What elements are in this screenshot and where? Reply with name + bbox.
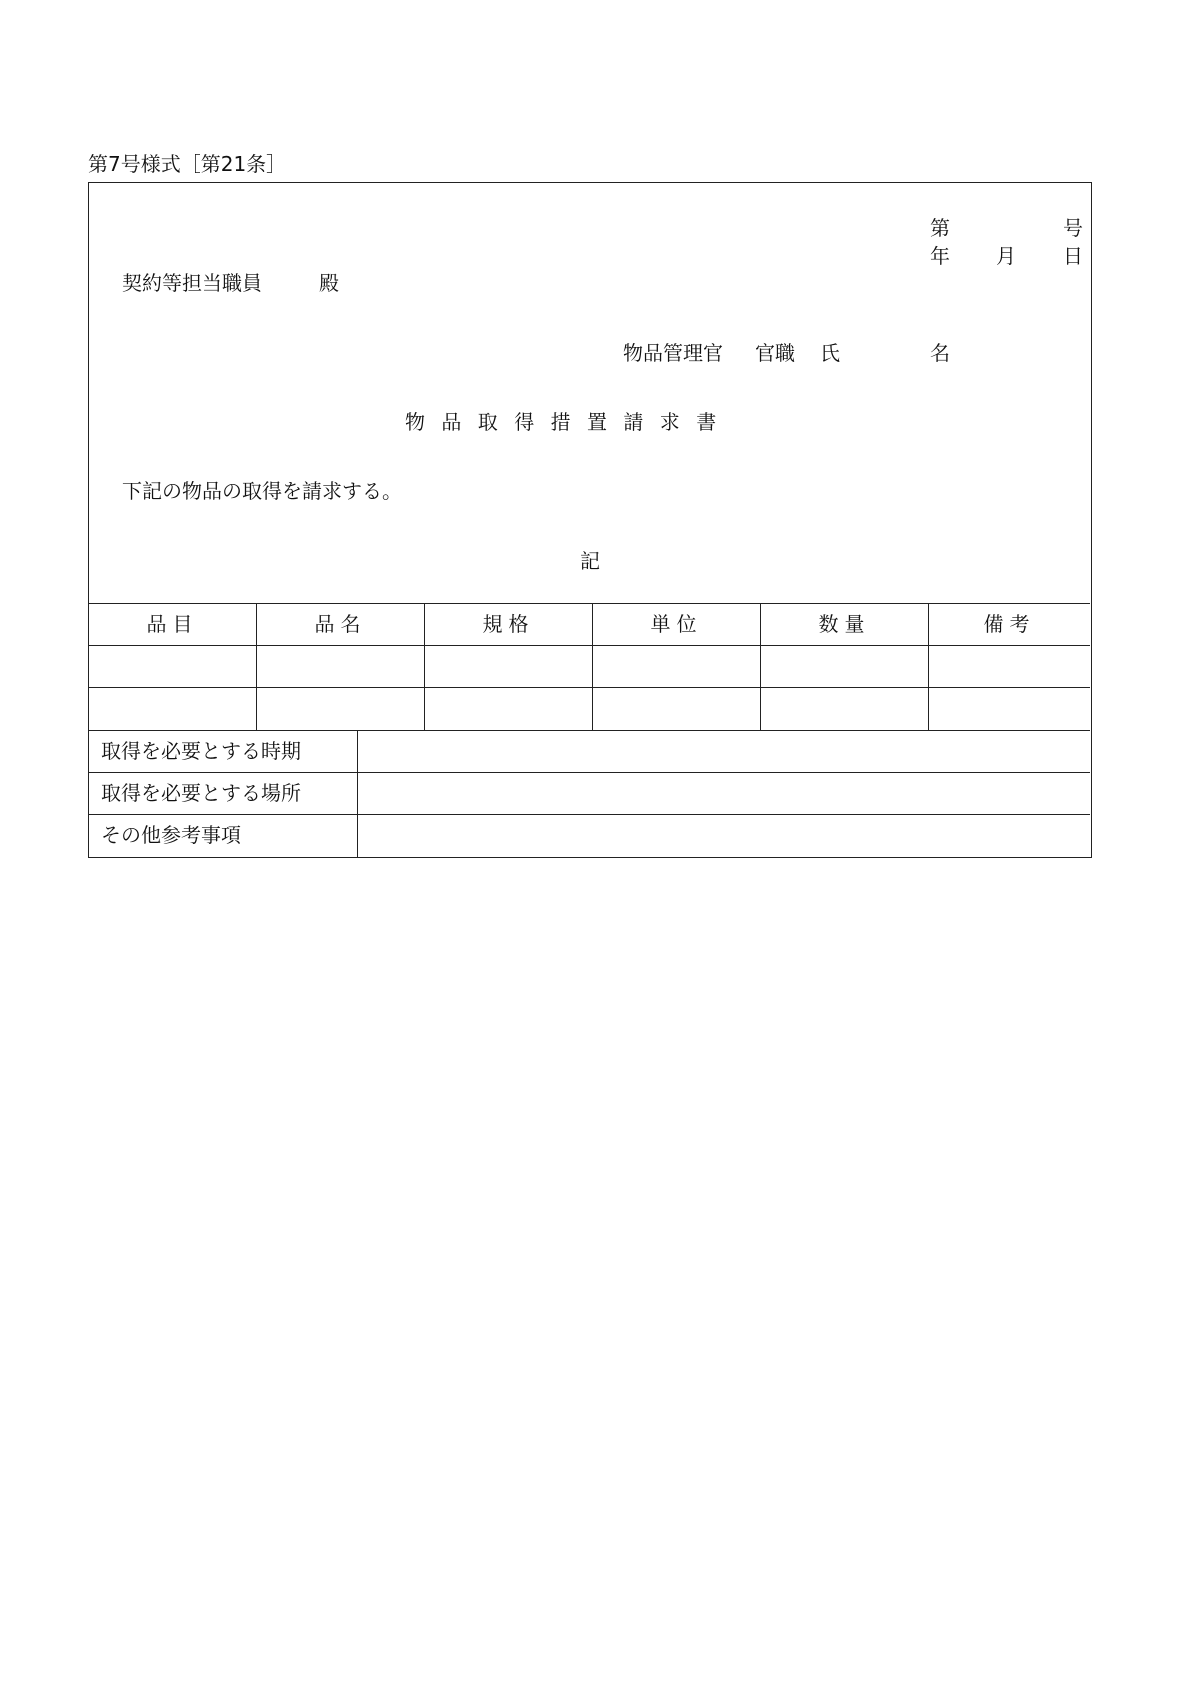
date-year: 年 [930,244,950,268]
request-statement: 下記の物品の取得を請求する。 [122,479,402,503]
info-label-other: その他参考事項 [101,823,241,847]
info-column-divider [357,730,358,858]
addressee-honorific: 殿 [319,271,339,295]
table-cell-hinmei[interactable] [257,688,424,730]
addressee-name: 契約等担当職員 [122,271,262,295]
info-label-timing: 取得を必要とする時期 [101,739,301,763]
date-day: 日 [1063,244,1083,268]
table-cell-hinmoku[interactable] [89,646,256,687]
header-hinmei: 品名 [314,612,367,636]
info-label-location: 取得を必要とする場所 [101,781,301,805]
table-cell-hinmei[interactable] [257,646,424,687]
table-cell-kikaku[interactable] [425,688,592,730]
table-cell-hinmoku[interactable] [89,688,256,730]
header-tani: 単位 [650,612,703,636]
info-value-other[interactable] [359,815,1090,857]
form-number-label: 第7号様式［第21条］ [88,152,287,176]
info-value-location[interactable] [359,773,1090,814]
table-cell-tani[interactable] [593,646,760,687]
table-cell-kikaku[interactable] [425,646,592,687]
sender-name-part1: 氏 [820,341,840,365]
sender-name-part2: 名 [930,341,950,365]
sender-title: 物品管理官 [623,341,723,365]
header-biko: 備考 [983,612,1036,636]
header-suryo: 数量 [818,612,871,636]
header-kikaku: 規格 [482,612,535,636]
ki-label: 記 [580,549,600,573]
table-top-border [89,603,1090,604]
table-cell-biko[interactable] [929,688,1090,730]
request-form [88,182,1092,858]
table-cell-tani[interactable] [593,688,760,730]
number-suffix: 号 [1063,216,1083,240]
table-cell-suryo[interactable] [761,688,928,730]
table-cell-biko[interactable] [929,646,1090,687]
table-cell-suryo[interactable] [761,646,928,687]
date-month: 月 [996,244,1016,268]
header-hinmoku: 品目 [146,612,199,636]
number-prefix: 第 [930,216,950,240]
document-title: 物品取得措置請求書 [405,410,733,434]
info-value-timing[interactable] [359,731,1090,772]
sender-position: 官職 [755,341,795,365]
